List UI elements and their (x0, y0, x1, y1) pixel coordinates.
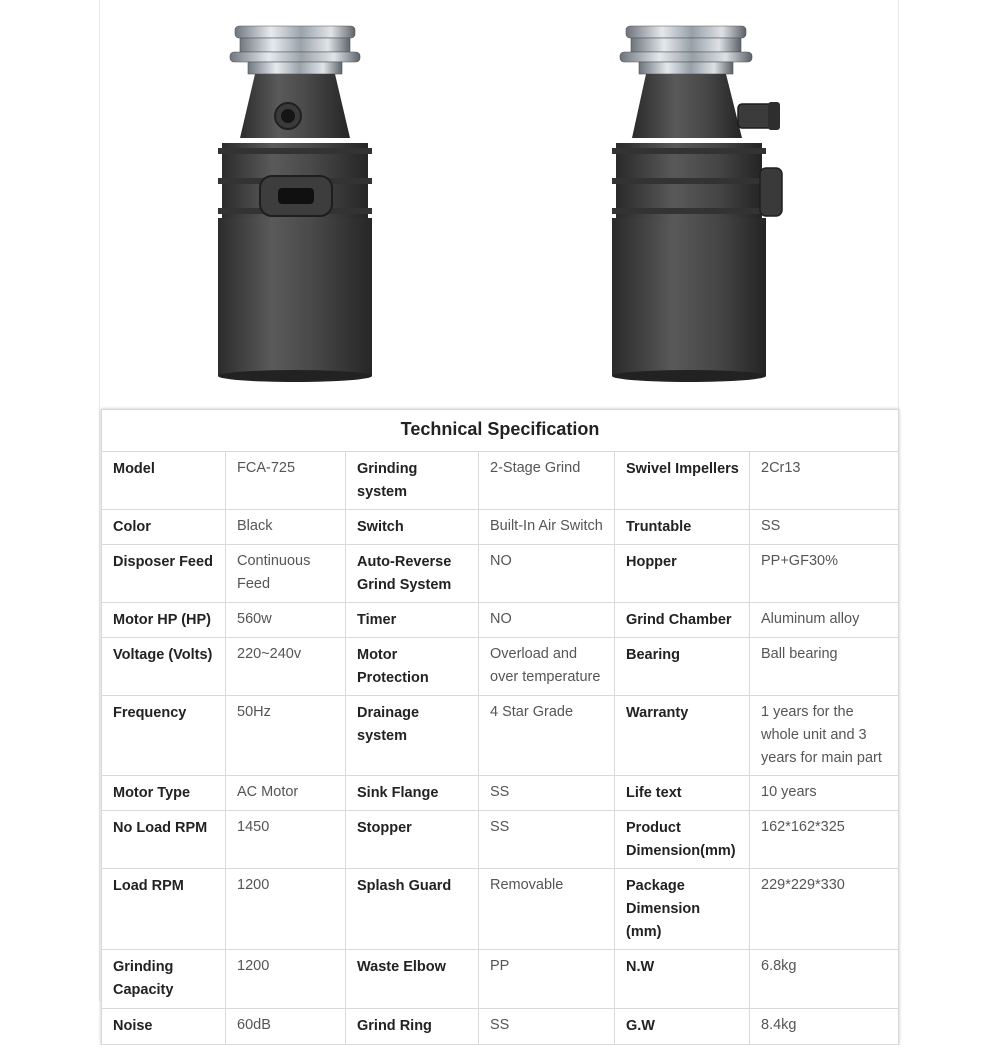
spec-label: Frequency (102, 696, 226, 776)
table-row (102, 603, 899, 638)
spec-value: 4 Star Grade (479, 696, 615, 776)
table-row (102, 776, 899, 811)
spec-label: Model (102, 452, 226, 510)
spec-value: Removable (479, 869, 615, 950)
spec-label: Noise (102, 1009, 226, 1045)
spec-label: Color (102, 510, 226, 545)
spec-label: Splash Guard (346, 869, 479, 950)
spec-value: 1200 (226, 869, 346, 950)
spec-value: SS (479, 776, 615, 811)
spec-value: 8.4kg (750, 1009, 899, 1045)
spec-label: Truntable (615, 510, 750, 545)
spec-value: 2-Stage Grind (479, 452, 615, 510)
spec-label: Switch (346, 510, 479, 545)
spec-label: No Load RPM (102, 811, 226, 869)
spec-value: NO (479, 545, 615, 603)
spec-label: Sink Flange (346, 776, 479, 811)
table-row (102, 510, 899, 545)
spec-label: Product Dimension(mm) (615, 811, 750, 869)
spec-label: Waste Elbow (346, 950, 479, 1009)
table-row (102, 1009, 899, 1045)
table-row (102, 869, 899, 950)
spec-value: NO (479, 603, 615, 638)
spec-value: 2Cr13 (750, 452, 899, 510)
spec-label: Swivel Impellers (615, 452, 750, 510)
spec-label: N.W (615, 950, 750, 1009)
spec-value: FCA-725 (226, 452, 346, 510)
spec-value: Overload and over temperature (479, 638, 615, 696)
product-image-side (608, 18, 793, 383)
spec-value: 1200 (226, 950, 346, 1009)
spec-value: Aluminum alloy (750, 603, 899, 638)
spec-value: 10 years (750, 776, 899, 811)
spec-label: G.W (615, 1009, 750, 1045)
spec-value: Ball bearing (750, 638, 899, 696)
table-row (102, 545, 899, 603)
product-image-front (210, 18, 380, 383)
spec-value: 1450 (226, 811, 346, 869)
spec-label: Life text (615, 776, 750, 811)
spec-value: 1 years for the whole unit and 3 years for main part (750, 696, 899, 776)
spec-value: Black (226, 510, 346, 545)
spec-label: Grinding Capacity (102, 950, 226, 1009)
spec-value: 220~240v (226, 638, 346, 696)
table-row (102, 811, 899, 869)
spec-value: 229*229*330 (750, 869, 899, 950)
spec-value: 6.8kg (750, 950, 899, 1009)
table-row (102, 452, 899, 510)
spec-label: Drainage system (346, 696, 479, 776)
spec-label: Grind Chamber (615, 603, 750, 638)
spec-value: SS (479, 811, 615, 869)
spec-label: Auto-Reverse Grind System (346, 545, 479, 603)
product-photos (100, 0, 898, 408)
spec-label: Motor Type (102, 776, 226, 811)
spec-label: Stopper (346, 811, 479, 869)
spec-value: Continuous Feed (226, 545, 346, 603)
spec-label: Package Dimension (mm) (615, 869, 750, 950)
spec-label: Voltage (Volts) (102, 638, 226, 696)
table-row (102, 950, 899, 1009)
spec-table (101, 409, 899, 1045)
table-row (102, 696, 899, 776)
spec-label: Timer (346, 603, 479, 638)
spec-label: Warranty (615, 696, 750, 776)
spec-label: Bearing (615, 638, 750, 696)
spec-label: Disposer Feed (102, 545, 226, 603)
spec-value: PP+GF30% (750, 545, 899, 603)
spec-value: SS (750, 510, 899, 545)
spec-value: 60dB (226, 1009, 346, 1045)
spec-value: 50Hz (226, 696, 346, 776)
spec-label: Grind Ring (346, 1009, 479, 1045)
table-row (102, 638, 899, 696)
spec-value: 162*162*325 (750, 811, 899, 869)
spec-label: Load RPM (102, 869, 226, 950)
spec-label: Grinding system (346, 452, 479, 510)
spec-value: 560w (226, 603, 346, 638)
spec-value: AC Motor (226, 776, 346, 811)
spec-value: SS (479, 1009, 615, 1045)
spec-label: Motor HP (HP) (102, 603, 226, 638)
spec-label: Hopper (615, 545, 750, 603)
spec-value: PP (479, 950, 615, 1009)
spec-label: Motor Protection (346, 638, 479, 696)
table-title: Technical Specification (102, 410, 899, 452)
spec-value: Built-In Air Switch (479, 510, 615, 545)
